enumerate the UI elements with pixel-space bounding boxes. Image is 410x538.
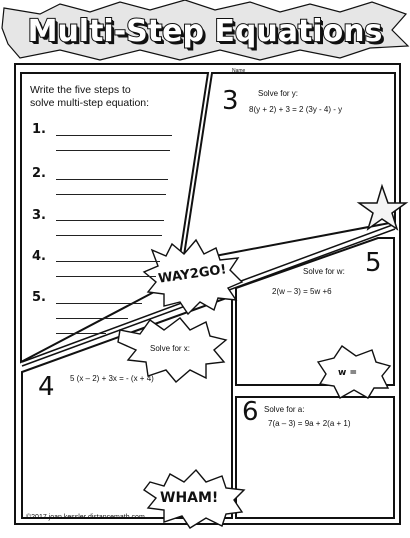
- step-1-line[interactable]: [56, 135, 172, 136]
- step-number-4: 4.: [32, 249, 46, 264]
- step-1-line[interactable]: [56, 150, 170, 151]
- step-4-line[interactable]: [56, 261, 160, 262]
- problem-6-equation: 7(a – 3) = 9a + 2(a + 1): [268, 419, 351, 428]
- steps-prompt-line-1: Write the five steps to: [30, 84, 131, 96]
- step-number-1: 1.: [32, 122, 46, 137]
- problem-4-instruction: Solve for x:: [150, 344, 191, 353]
- page-title: Multi-Step Equations: [27, 14, 383, 49]
- problem-5-equation: 2(w – 3) = 5w +6: [272, 287, 332, 296]
- steps-prompt: [30, 84, 200, 110]
- name-label: Name: [232, 68, 246, 74]
- step-4-line[interactable]: [56, 276, 156, 277]
- problem-6-instruction: Solve for a:: [264, 405, 305, 414]
- problem-3-equation: 8(y + 2) + 3 = 2 (3y - 4) - y: [249, 105, 343, 114]
- step-number-3: 3.: [32, 208, 46, 223]
- problem-6-panel: [236, 397, 394, 518]
- problem-3-instruction: Solve for y:: [258, 89, 299, 98]
- problem-3-panel: [183, 73, 395, 262]
- star-icon: [359, 186, 406, 229]
- copyright-text: ©2017 joan kessler distancemath.com: [26, 514, 145, 521]
- problem-5-number: 5: [365, 248, 382, 278]
- problem-4-equation: 5 (x – 2) + 3x = - (x + 4): [70, 374, 154, 383]
- wham-text: WHAM!: [160, 490, 219, 506]
- step-3-line[interactable]: [56, 220, 164, 221]
- step-5-line[interactable]: [56, 318, 128, 319]
- way2go-text: WAY2GO!: [157, 262, 228, 287]
- step-number-5: 5.: [32, 290, 46, 305]
- problem-5-answer-label: w =: [338, 368, 357, 378]
- problem-6-number: 6: [242, 397, 259, 427]
- step-5-line[interactable]: [56, 333, 106, 334]
- step-5-line[interactable]: [56, 303, 142, 304]
- step-number-2: 2.: [32, 166, 46, 181]
- step-2-line[interactable]: [56, 179, 168, 180]
- steps-prompt-line-2: solve multi-step equation:: [30, 97, 150, 109]
- step-3-line[interactable]: [56, 235, 162, 236]
- step-2-line[interactable]: [56, 194, 166, 195]
- problem-5-instruction: Solve for w:: [303, 267, 345, 276]
- problem-4-number: 4: [38, 372, 55, 402]
- problem-3-number: 3: [222, 86, 239, 116]
